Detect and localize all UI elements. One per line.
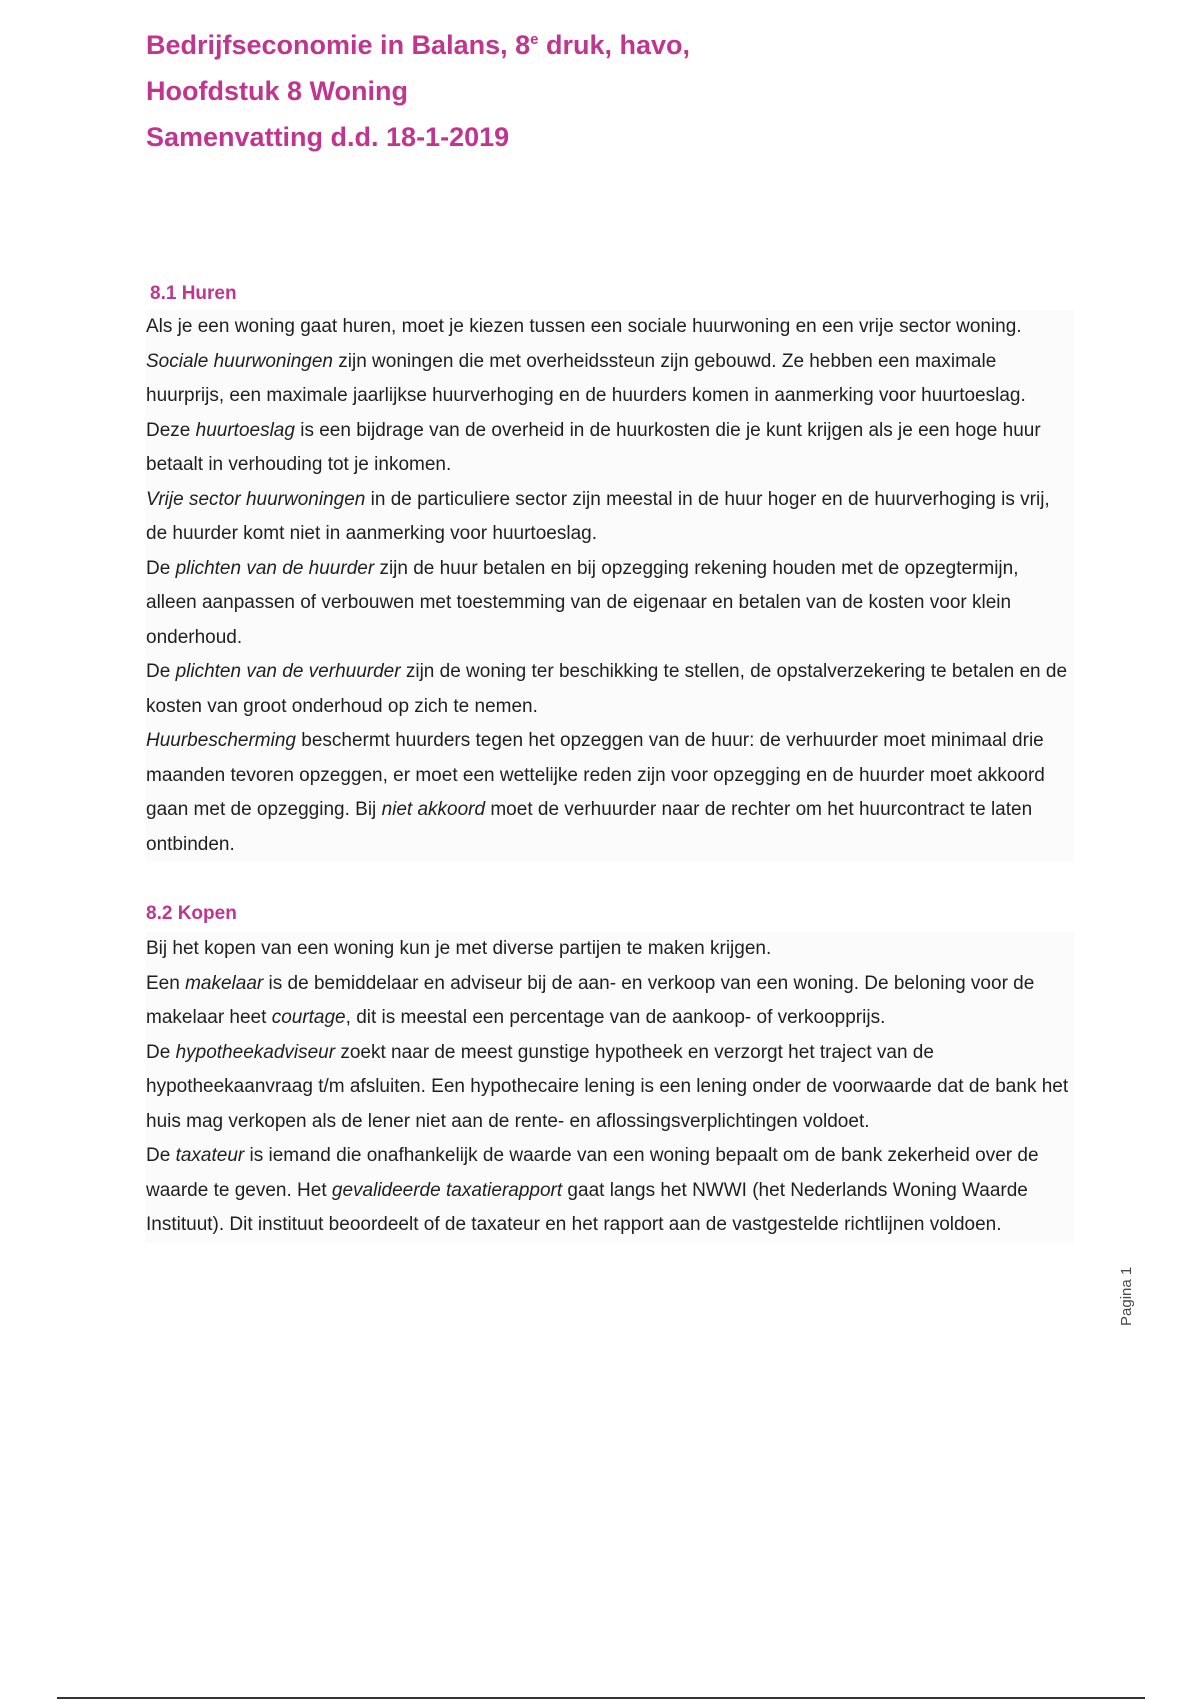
- title-line-3: Samenvatting d.d. 18-1-2019: [146, 122, 510, 152]
- section-body-kopen: [146, 932, 1074, 1243]
- term: Vrije sector huurwoningen: [146, 488, 366, 510]
- section-heading-kopen: 8.2 Kopen: [146, 903, 237, 924]
- paragraph: Huurbescherming beschermt huurders tegen het opzeggen van de huur: de verhuurder moet minimaal drie maanden tevoren opzeggen, er moet een wettelijke reden zijn voor opzegging en de huurder moet akkoord gaan met de opzegging. Bij niet akkoord moet de verhuurder naar de rechter om het huurcontract te laten ontbinden.: [146, 730, 1045, 855]
- term: courtage: [271, 1007, 346, 1028]
- edition-superscript: e: [530, 31, 539, 48]
- term: plichten van de huurder: [175, 557, 375, 579]
- section-body-huren: [146, 310, 1074, 862]
- term: taxateur: [175, 1145, 245, 1166]
- paragraph: De taxateur is iemand die onafhankelijk de waarde van een woning bepaalt om de bank zekerheid over de waarde te geven. Het gevalideerde taxatierapport gaat langs het NWWI (het Nederlands Woning Waarde Instituut). Dit instituut beoordeelt of de taxateur en het rapport aan de vastgestelde richtlijnen voldoen.: [146, 1145, 1039, 1235]
- paragraph: De hypotheekadviseur zoekt naar de meest gunstige hypotheek en verzorgt het traject van de hypotheekaanvraag t/m afsluiten. Een hypothecaire lening is een lening onder de voorwaarde dat de bank het huis mag verkopen als de lener niet aan de rente- en aflossingsverplichtingen voldoet.: [146, 1041, 1069, 1132]
- paragraph: Een makelaar is de bemiddelaar en adviseur bij de aan- en verkoop van een woning. De beloning voor de makelaar heet courtage, dit is meestal een percentage van de aankoop- of verkoopprijs.: [146, 972, 1035, 1028]
- term: Sociale huurwoningen: [146, 350, 333, 372]
- title-line-2: Hoofdstuk 8 Woning: [146, 76, 408, 106]
- title-line-1: Bedrijfseconomie in Balans, 8e druk, havo,: [146, 30, 691, 60]
- term: niet akkoord: [381, 799, 486, 820]
- term: Huurbescherming: [146, 730, 296, 751]
- term: hypotheekadviseur: [175, 1041, 336, 1063]
- term: huurtoeslag: [195, 419, 295, 441]
- paragraph: Als je een woning gaat huren, moet je kiezen tussen een sociale huurwoning en een vrije sector woning. Sociale huurwoningen zijn woningen die met overheidssteun zijn gebouwd. Ze hebben een maximale huurprijs, een maximale jaarlijkse huurverhoging en de huurders komen in aanmerking voor huurtoeslag. Deze huurtoeslag is een bijdrage van de overheid in de huurkosten die je kunt krijgen als je een hoge huur betaalt in verhouding tot je inkomen.: [146, 316, 1041, 475]
- footer-divider: [57, 1697, 1145, 1699]
- paragraph: Bij het kopen van een woning kun je met diverse partijen te maken krijgen.: [146, 938, 772, 959]
- term: gevalideerde taxatierapport: [331, 1179, 563, 1201]
- section-heading-huren: 8.1 Huren: [150, 283, 237, 304]
- term: makelaar: [185, 972, 264, 994]
- term: plichten van de verhuurder: [175, 661, 401, 682]
- paragraph: Vrije sector huurwoningen in de particuliere sector zijn meestal in de huur hoger en de huurverhoging is vrij, de huurder komt niet in aanmerking voor huurtoeslag.: [146, 488, 1050, 544]
- paragraph: De plichten van de huurder zijn de huur betalen en bij opzegging rekening houden met de opzegtermijn, alleen aanpassen of verbouwen met toestemming van de eigenaar en betalen van de kosten voor klein onderhoud.: [146, 557, 1019, 648]
- paragraph: De plichten van de verhuurder zijn de woning ter beschikking te stellen, de opstalverzekering te betalen en de kosten van groot onderhoud op zich te nemen.: [146, 661, 1068, 717]
- document-title: [146, 22, 690, 160]
- page-number: Pagina 1: [1118, 1266, 1135, 1326]
